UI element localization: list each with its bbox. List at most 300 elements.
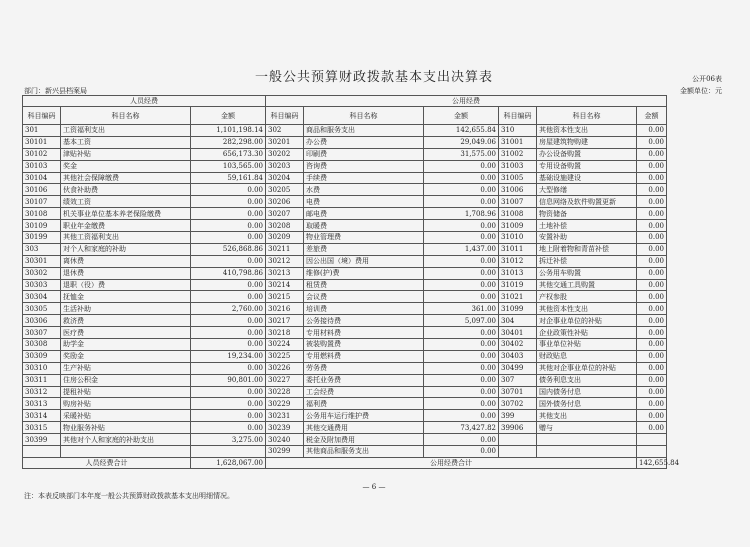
cell-code: 303 [23,243,61,255]
table-row [23,220,667,232]
cell-name: 其他资本性支出 [537,303,637,315]
table-row [23,184,667,196]
cell-name: 机关事业单位基本养老保险缴费 [61,208,191,220]
cell-code: 30313 [23,398,61,410]
cell-amount: 410,798.86 [191,267,266,279]
cell-amount: 0.00 [424,279,499,291]
cell-code: 31099 [499,303,537,315]
cell-code: 30399 [23,434,61,446]
cell-name: 劳务费 [304,362,424,374]
cell-name [537,446,637,458]
cell-name: 信息网络及软件购置更新 [537,196,637,208]
table-note: 注：本表反映部门本年度一般公共预算财政拨款基本支出明细情况。 [24,492,234,500]
cell-name: 产权参股 [537,291,637,303]
cell-amount: 0.00 [637,374,667,386]
cell-name: 物业服务补贴 [61,422,191,434]
cell-amount: 0.00 [191,279,266,291]
cell-name: 拆迁补偿 [537,255,637,267]
cell-name: 因公出国（境）费用 [304,255,424,267]
totals-row [23,457,667,468]
cell-name: 退职（役）费 [61,279,191,291]
cell-name: 奖金 [61,160,191,172]
cell-amount: 0.00 [191,196,266,208]
personnel-total-value: 1,628,067.00 [191,457,266,468]
cell-code: 30199 [23,232,61,244]
cell-amount: 0.00 [637,422,667,434]
cell-name: 助学金 [61,339,191,351]
cell-code: 30308 [23,339,61,351]
cell-name: 基础设施建设 [537,172,637,184]
cell-amount: 1,708.96 [424,208,499,220]
cell-code: 30315 [23,422,61,434]
cell-name: 财政贴息 [537,350,637,362]
cell-name: 企业政策性补贴 [537,327,637,339]
cell-name: 救济费 [61,315,191,327]
cell-amount: 526,868.86 [191,243,266,255]
cell-name: 对企事业单位的补贴 [537,315,637,327]
document-title: 一般公共预算财政拨款基本支出决算表 [254,70,493,85]
cell-name [61,446,191,458]
cell-code: 30303 [23,279,61,291]
cell-amount: 361.00 [424,303,499,315]
cell-code [499,434,537,446]
cell-amount: 0.00 [637,386,667,398]
cell-amount: 282,298.00 [191,136,266,148]
cell-amount: 0.00 [191,255,266,267]
cell-name: 专用材料费 [304,327,424,339]
table-row [23,398,667,410]
table-row [23,232,667,244]
cell-amount: 0.00 [637,339,667,351]
cell-amount: 0.00 [637,303,667,315]
public-total-label: 公用经费合计 [266,457,637,468]
cell-name: 差旅费 [304,243,424,255]
cell-code: 31001 [499,136,537,148]
table-row [23,255,667,267]
table-row [23,291,667,303]
cell-amount: 90,801.00 [191,374,266,386]
cell-name: 公务用车购置 [537,267,637,279]
cell-code: 304 [499,315,537,327]
cell-amount [637,434,667,446]
cell-name: 生产补贴 [61,362,191,374]
cell-name: 住房公积金 [61,374,191,386]
cell-name: 其他商品和服务支出 [304,446,424,458]
cell-name: 委托业务费 [304,374,424,386]
cell-code: 307 [499,374,537,386]
table-row [23,327,667,339]
cell-code: 30240 [266,434,304,446]
cell-code: 31010 [499,232,537,244]
cell-amount: 0.00 [424,232,499,244]
cell-amount: 0.00 [424,374,499,386]
cell-code: 30311 [23,374,61,386]
cell-code: 30312 [23,386,61,398]
cell-name: 物业管理费 [304,232,424,244]
cell-amount: 0.00 [637,350,667,362]
table-row [23,303,667,315]
cell-code: 30309 [23,350,61,362]
cell-name: 安置补助 [537,232,637,244]
cell-name: 退休费 [61,267,191,279]
cell-code: 302 [266,125,304,137]
cell-amount: 0.00 [637,160,667,172]
cell-amount: 0.00 [637,172,667,184]
cell-name: 房屋建筑物购建 [537,136,637,148]
cell-name: 提租补贴 [61,386,191,398]
cell-amount: 0.00 [637,410,667,422]
cell-name: 基本工资 [61,136,191,148]
cell-code: 31005 [499,172,537,184]
cell-name: 邮电费 [304,208,424,220]
cell-name: 购房补贴 [61,398,191,410]
cell-name: 印刷费 [304,148,424,160]
cell-code: 310 [499,125,537,137]
cell-amount: 0.00 [424,350,499,362]
table-row [23,267,667,279]
personnel-section-header: 人员经费 [23,96,266,107]
cell-code: 30227 [266,374,304,386]
cell-amount: 0.00 [191,362,266,374]
cell-name: 其他交通工具购置 [537,279,637,291]
cell-name: 离休费 [61,255,191,267]
cell-code: 30218 [266,327,304,339]
cell-code: 30229 [266,398,304,410]
cell-code: 30202 [266,148,304,160]
cell-code: 30215 [266,291,304,303]
cell-amount: 0.00 [637,243,667,255]
cell-amount: 0.00 [424,291,499,303]
cell-code: 30226 [266,362,304,374]
cell-amount: 0.00 [637,148,667,160]
cell-name: 税金及附加费用 [304,434,424,446]
cell-code: 30301 [23,255,61,267]
cell-amount: 0.00 [637,220,667,232]
cell-code: 30304 [23,291,61,303]
cell-name: 医疗费 [61,327,191,339]
cell-code: 30228 [266,386,304,398]
public-total-value: 142,655.84 [637,457,667,468]
cell-code: 30302 [23,267,61,279]
cell-code: 30213 [266,267,304,279]
cell-amount: 0.00 [424,410,499,422]
cell-amount: 0.00 [424,386,499,398]
cell-amount: 0.00 [191,315,266,327]
cell-name: 会议费 [304,291,424,303]
cell-amount: 19,234.00 [191,350,266,362]
cell-amount: 0.00 [637,208,667,220]
cell-code: 30204 [266,172,304,184]
cell-code: 30305 [23,303,61,315]
cell-code: 399 [499,410,537,422]
cell-amount: 0.00 [637,136,667,148]
column-header-row [23,107,667,125]
cell-name: 抚恤金 [61,291,191,303]
cell-name: 国内债务付息 [537,386,637,398]
cell-code: 30107 [23,196,61,208]
cell-name: 生活补助 [61,303,191,315]
cell-amount: 5,097.00 [424,315,499,327]
cell-amount: 0.00 [424,220,499,232]
personnel-total-label: 人员经费合计 [23,457,191,468]
cell-amount: 0.00 [191,386,266,398]
cell-code: 30212 [266,255,304,267]
table-row [23,148,667,160]
cell-name: 租赁费 [304,279,424,291]
cell-amount: 0.00 [637,327,667,339]
cell-code: 31006 [499,184,537,196]
unit-label: 金额单位：元 [680,87,722,95]
cell-name: 公务用车运行维护费 [304,410,424,422]
cell-code: 30231 [266,410,304,422]
cell-amount: 0.00 [424,327,499,339]
cell-amount: 0.00 [191,398,266,410]
cell-code: 30701 [499,386,537,398]
cell-name: 赠与 [537,422,637,434]
cell-name: 奖励金 [61,350,191,362]
cell-code: 30299 [266,446,304,458]
table-row [23,279,667,291]
table-row [23,434,667,446]
cell-amount: 29,049.06 [424,136,499,148]
name-header: 科目名称 [61,107,191,125]
cell-code: 30239 [266,422,304,434]
cell-code: 30102 [23,148,61,160]
cell-name: 其他资本性支出 [537,125,637,137]
cell-amount: 0.00 [191,291,266,303]
cell-code: 30403 [499,350,537,362]
cell-amount: 0.00 [637,267,667,279]
cell-code: 30702 [499,398,537,410]
cell-name: 物资储备 [537,208,637,220]
cell-name: 其他对个人和家庭的补助支出 [61,434,191,446]
section-header-row [23,96,667,107]
name-header: 科目名称 [304,107,424,125]
cell-amount: 31,575.00 [424,148,499,160]
cell-name: 被装购置费 [304,339,424,351]
amount-header: 金额 [191,107,266,125]
cell-amount: 0.00 [637,291,667,303]
cell-name: 采暖补贴 [61,410,191,422]
table-row [23,339,667,351]
name-header: 科目名称 [537,107,637,125]
table-row [23,208,667,220]
cell-amount: 3,275.00 [191,434,266,446]
table-row [23,160,667,172]
cell-name: 地上附着物和青苗补偿 [537,243,637,255]
cell-amount: 0.00 [424,446,499,458]
cell-code: 30101 [23,136,61,148]
table-row [23,362,667,374]
table-row [23,243,667,255]
cell-code: 30208 [266,220,304,232]
cell-code: 30307 [23,327,61,339]
cell-name: 手续费 [304,172,424,184]
expenditure-table [22,95,680,469]
cell-amount: 0.00 [191,327,266,339]
cell-amount: 0.00 [637,398,667,410]
cell-name: 办公费 [304,136,424,148]
cell-code: 30205 [266,184,304,196]
cell-name: 维修(护)费 [304,267,424,279]
cell-amount: 0.00 [637,255,667,267]
cell-code: 301 [23,125,61,137]
cell-code: 30211 [266,243,304,255]
cell-name: 国外债务付息 [537,398,637,410]
cell-code: 30206 [266,196,304,208]
cell-code: 30306 [23,315,61,327]
cell-name: 培训费 [304,303,424,315]
cell-code: 30216 [266,303,304,315]
cell-amount: 0.00 [191,208,266,220]
cell-code: 31012 [499,255,537,267]
cell-code: 30209 [266,232,304,244]
cell-code: 30109 [23,220,61,232]
cell-amount: 0.00 [637,279,667,291]
amount-header: 金额 [637,107,667,125]
table-row [23,136,667,148]
cell-amount: 0.00 [424,184,499,196]
cell-code: 30499 [499,362,537,374]
cell-name: 土地补偿 [537,220,637,232]
cell-amount: 0.00 [424,160,499,172]
cell-name: 电费 [304,196,424,208]
cell-name: 办公设备购置 [537,148,637,160]
code-header: 科目编码 [266,107,304,125]
page-number: — 6 — [362,483,386,491]
cell-amount: 103,565.00 [191,160,266,172]
cell-name: 工资福利支出 [61,125,191,137]
table-row [23,446,667,458]
cell-amount: 0.00 [424,339,499,351]
table-row [23,196,667,208]
cell-code: 30207 [266,208,304,220]
cell-code: 31007 [499,196,537,208]
cell-code: 30214 [266,279,304,291]
cell-amount: 0.00 [424,255,499,267]
public-section-header: 公用经费 [266,96,667,107]
cell-code: 30225 [266,350,304,362]
table-body [23,125,667,458]
cell-code: 30203 [266,160,304,172]
cell-name [537,434,637,446]
cell-code: 31019 [499,279,537,291]
cell-name: 绩效工资 [61,196,191,208]
cell-name: 商品和服务支出 [304,125,424,137]
cell-code: 30104 [23,172,61,184]
table-row [23,410,667,422]
cell-amount: 0.00 [424,398,499,410]
cell-amount: 0.00 [191,410,266,422]
cell-amount: 0.00 [191,220,266,232]
cell-name: 职业年金缴费 [61,220,191,232]
cell-amount [191,446,266,458]
cell-amount: 0.00 [191,422,266,434]
table-row [23,350,667,362]
cell-amount [637,446,667,458]
code-header: 科目编码 [23,107,61,125]
table-row [23,172,667,184]
cell-name: 其他交通费用 [304,422,424,434]
cell-code: 30310 [23,362,61,374]
cell-name: 专用设备购置 [537,160,637,172]
cell-code: 39906 [499,422,537,434]
cell-name: 伙食补助费 [61,184,191,196]
cell-name: 大型修缮 [537,184,637,196]
cell-amount: 142,655.84 [424,125,499,137]
cell-code [23,446,61,458]
cell-name: 公务接待费 [304,315,424,327]
cell-name: 其他社会保障缴费 [61,172,191,184]
cell-code: 31011 [499,243,537,255]
cell-name: 福利费 [304,398,424,410]
cell-name: 债务利息支出 [537,374,637,386]
cell-code: 30108 [23,208,61,220]
cell-amount: 0.00 [191,339,266,351]
cell-code: 30402 [499,339,537,351]
code-header: 科目编码 [499,107,537,125]
table-row [23,125,667,137]
amount-header: 金额 [424,107,499,125]
cell-amount: 73,427.82 [424,422,499,434]
cell-name: 专用燃料费 [304,350,424,362]
cell-name: 其他支出 [537,410,637,422]
cell-code: 30224 [266,339,304,351]
cell-code: 30201 [266,136,304,148]
cell-code [499,446,537,458]
cell-amount: 0.00 [424,434,499,446]
cell-amount: 0.00 [424,172,499,184]
cell-amount: 0.00 [637,362,667,374]
cell-name: 事业单位补贴 [537,339,637,351]
cell-code: 31013 [499,267,537,279]
cell-name: 取暖费 [304,220,424,232]
table-row [23,386,667,398]
cell-amount: 0.00 [424,362,499,374]
cell-name: 其他对企事业单位的补贴 [537,362,637,374]
cell-amount: 1,101,198.14 [191,125,266,137]
cell-name: 水费 [304,184,424,196]
cell-code: 30103 [23,160,61,172]
cell-code: 30314 [23,410,61,422]
department-label: 部门：新兴县档案局 [24,87,87,95]
cell-name: 咨询费 [304,160,424,172]
cell-name: 对个人和家庭的补助 [61,243,191,255]
cell-code: 31021 [499,291,537,303]
cell-name: 津贴补贴 [61,148,191,160]
cell-code: 31003 [499,160,537,172]
cell-amount: 0.00 [424,196,499,208]
cell-amount: 2,760.00 [191,303,266,315]
cell-name: 工会经费 [304,386,424,398]
cell-name: 其他工资福利支出 [61,232,191,244]
table-row [23,315,667,327]
cell-amount: 0.00 [637,232,667,244]
table-row [23,374,667,386]
cell-code: 31008 [499,208,537,220]
cell-amount: 59,161.84 [191,172,266,184]
cell-amount: 656,173.30 [191,148,266,160]
cell-amount: 0.00 [191,232,266,244]
cell-code: 31002 [499,148,537,160]
cell-code: 31009 [499,220,537,232]
cell-code: 30401 [499,327,537,339]
cell-code: 30106 [23,184,61,196]
form-number: 公开06表 [692,75,722,83]
cell-code: 30217 [266,315,304,327]
cell-amount: 0.00 [637,196,667,208]
cell-amount: 0.00 [191,184,266,196]
